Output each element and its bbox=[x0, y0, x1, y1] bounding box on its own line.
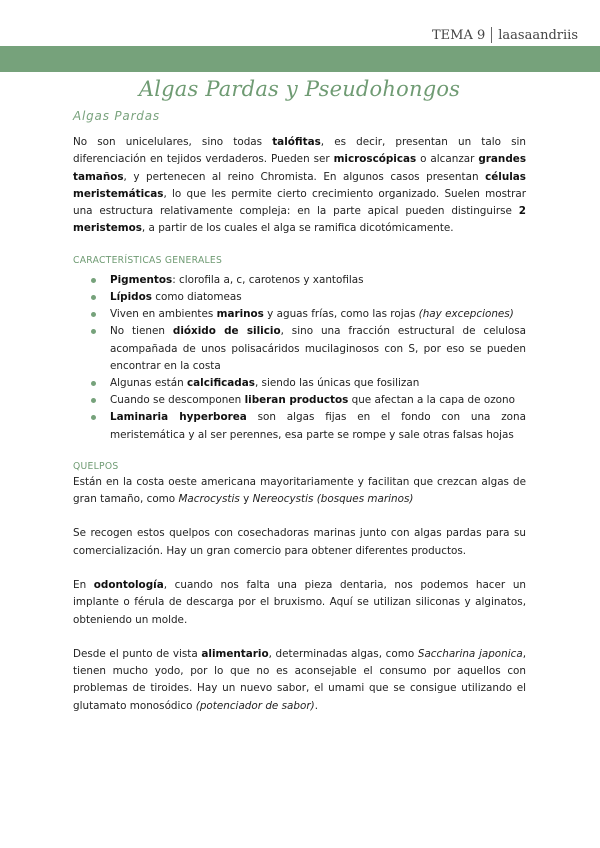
caracteristicas-list bbox=[73, 272, 526, 444]
intro-paragraph: No son unicelulares, sino todas talófitas, es decir, presentan un talo sin diferenciación en tejidos verdaderos. Pueden ser microscópicas o alcanzar grandes tamaños, y pertenecen al reino Chromista. En algunos casos presentan células meristemáticas, lo que les permite cierto crecimiento organizado. Suelen mostrar una estructura relativamente compleja: en la parte apical pueden distinguirse 2 meristemos, a partir de los cuales el alga se ramifica dicotómicamente. bbox=[73, 136, 526, 235]
quelpos-paragraph-2: Se recogen estos quelpos con cosechadoras marinas junto con algas pardas para su comercialización. Hay un gran comercio para obtener diferentes productos. bbox=[73, 527, 526, 557]
list-item: Pigmentos: clorofila a, c, carotenos y xantofilas bbox=[91, 272, 526, 289]
document-body bbox=[73, 74, 526, 715]
bullet-icon bbox=[91, 381, 96, 386]
list-item: Lípidos como diatomeas bbox=[91, 289, 526, 306]
list-item: Viven en ambientes marinos y aguas frías, como las rojas (hay excepciones) bbox=[91, 306, 526, 323]
list-item: Laminaria hyperborea son algas fijas en el fondo con una zona meristemática y al ser perennes, esa parte se rompe y sale otras falsas hojas bbox=[91, 409, 526, 443]
page-header bbox=[0, 0, 600, 46]
header-label bbox=[432, 25, 578, 45]
list-item: No tienen dióxido de silicio, sino una fracción estructural de celulosa acompañada de unos polisacáridos mucilaginosos con S, por eso se pueden encontrar en la costa bbox=[91, 323, 526, 375]
quelpos-paragraph-1: Están en la costa oeste americana mayoritariamente y facilitan que crezcan algas de gran tamaño, como Macrocystis y Nereocystis (bosques marinos) bbox=[73, 475, 526, 506]
section-subtitle: Algas Pardas bbox=[73, 109, 160, 123]
list-item: Algunas están calcificadas, siendo las únicas que fosilizan bbox=[91, 375, 526, 392]
header-band bbox=[0, 46, 600, 72]
bullet-icon bbox=[91, 398, 96, 403]
bullet-icon bbox=[91, 329, 96, 334]
bullet-icon bbox=[91, 312, 96, 317]
quelpos-heading: QUELPOS bbox=[73, 460, 119, 472]
bullet-icon bbox=[91, 415, 96, 420]
quelpos-paragraph-4: Desde el punto de vista alimentario, determinadas algas, como Saccharina japonica, tienen mucho yodo, por lo que no es aconsejable el consumo por aquellos con problemas de tiroides. Hay un nuevo sabor, el umami que se consigue utilizando el glutamato monosódico (potenciador de sabor). bbox=[73, 647, 527, 712]
quelpos-paragraph-3: En odontología, cuando nos falta una pieza dentaria, nos podemos hacer un implante o férula de descarga por el bruxismo. Aquí se utilizan siliconas y alginatos, obteniendo un molde. bbox=[73, 579, 526, 626]
header-divider bbox=[491, 27, 492, 43]
bullet-icon bbox=[91, 278, 96, 283]
list-item: Cuando se descomponen liberan productos que afectan a la capa de ozono bbox=[91, 392, 526, 409]
caracteristicas-heading: CARACTERÍSTICAS GENERALES bbox=[73, 254, 223, 266]
page-title: Algas Pardas y Pseudohongos bbox=[138, 77, 461, 101]
topic-label: TEMA 9 bbox=[432, 27, 486, 43]
author-label: laasaandriis bbox=[498, 27, 578, 43]
bullet-icon bbox=[91, 295, 96, 300]
